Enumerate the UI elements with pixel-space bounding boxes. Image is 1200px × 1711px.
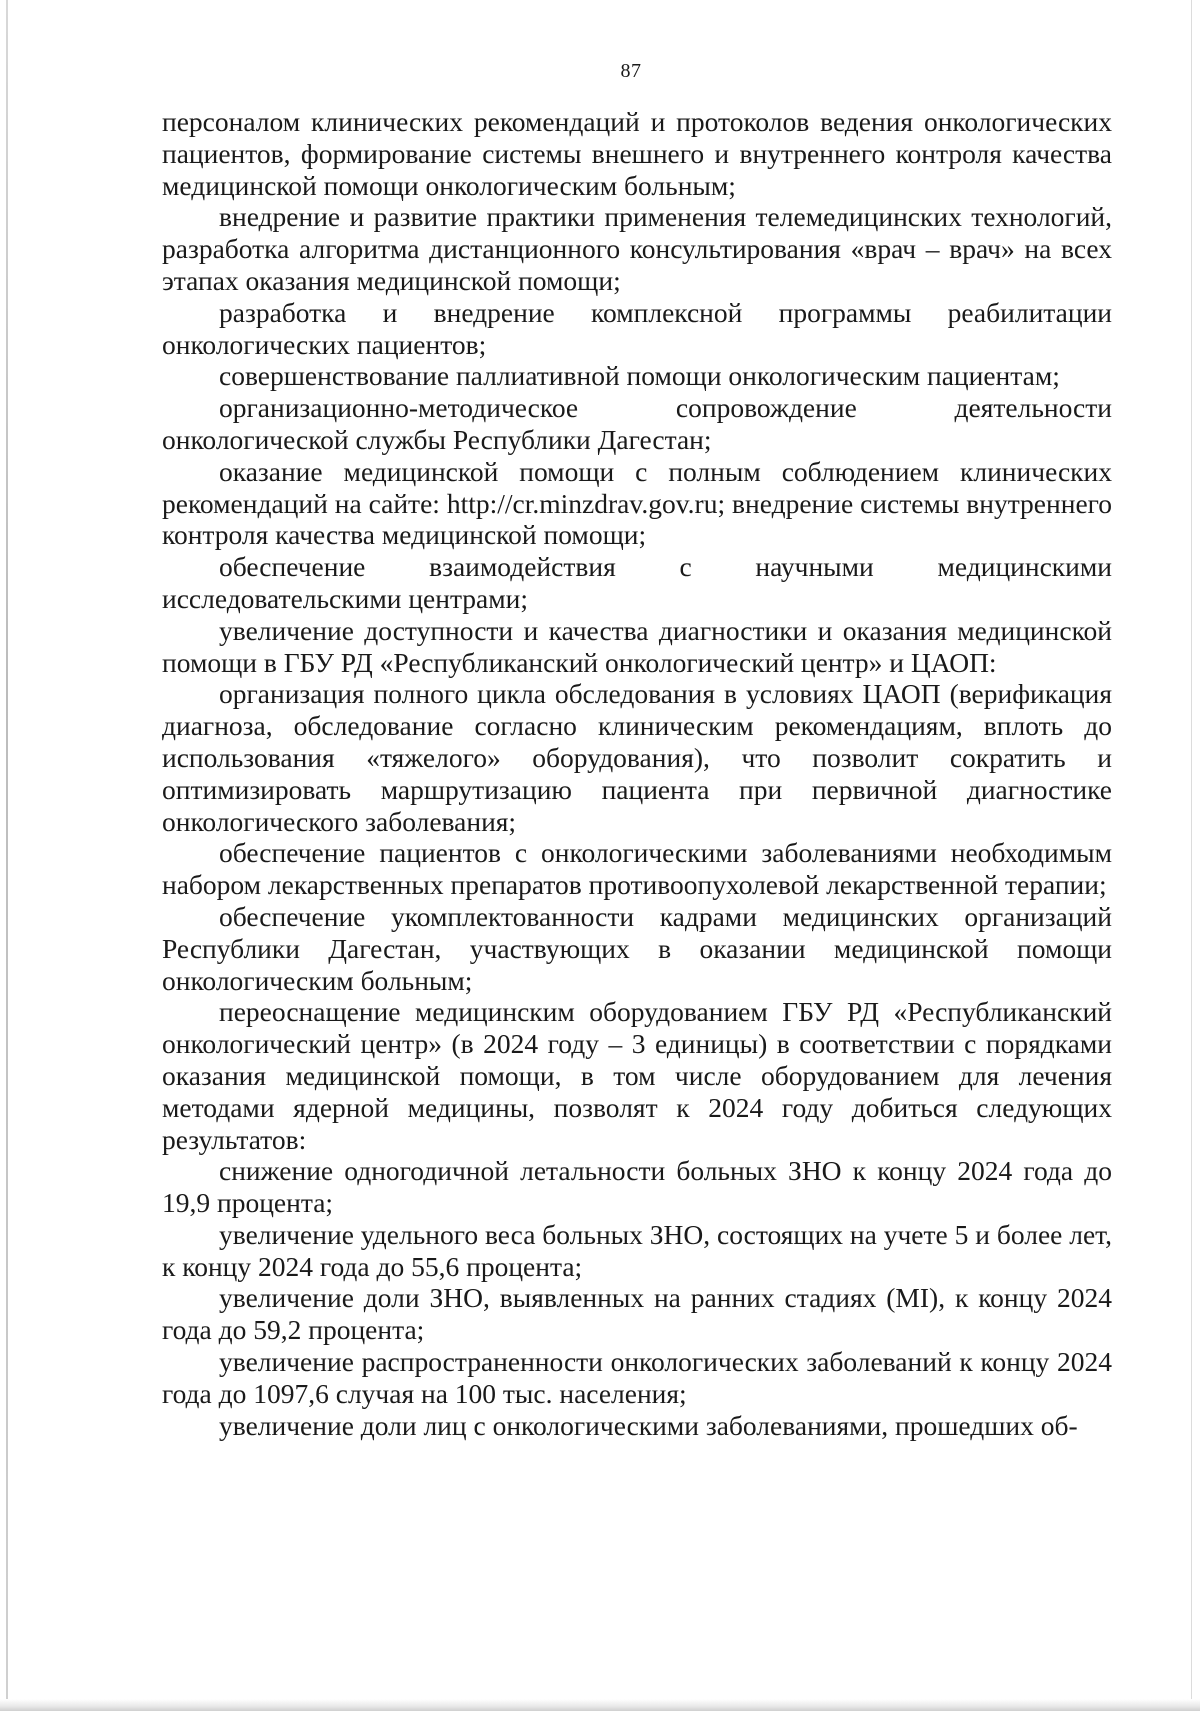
paragraph: обеспечение пациентов с онкологическими заболеваниями необходимым набором лекарственных препаратов противоопухолевой лекарственной терапии; — [162, 837, 1112, 901]
page-number: 87 — [620, 60, 642, 82]
paragraph: организация полного цикла обследования в условиях ЦАОП (верификация диагноза, обследование согласно клиническим рекомендациям, вплоть до использования «тяжелого» оборудования), что позволит сократить и оптимизировать маршрутизацию пациента при первичной диагностике онкологического заболевания; — [162, 678, 1112, 837]
paragraph: увеличение доли ЗНО, выявленных на ранних стадиях (МI), к концу 2024 года до 59,2 процента; — [162, 1282, 1112, 1346]
scan-edge-right — [1191, 0, 1192, 1711]
paragraph: оказание медицинской помощи с полным соблюдением клинических рекомендаций на сайте: http://cr.minzdrav.gov.ru; внедрение системы внутреннего контроля качества медицинской помощи; — [162, 455, 1112, 551]
paragraph: увеличение доступности и качества диагностики и оказания медицинской помощи в ГБУ РД «Республиканский онкологический центр» и ЦАОП: — [162, 614, 1112, 678]
paragraph: снижение одногодичной летальности больных ЗНО к концу 2024 года до 19,9 процента; — [162, 1155, 1112, 1219]
body-text — [162, 106, 1112, 1441]
paragraph: обеспечение укомплектованности кадрами медицинских организаций Республики Дагестан, участвующих в оказании медицинской помощи онкологическим больным; — [162, 900, 1112, 996]
paragraph: обеспечение взаимодействия с научными медицинскими исследовательскими центрами; — [162, 551, 1112, 614]
paragraph: организационно-методическое сопровождение деятельности онкологической службы Республики Дагестан; — [162, 392, 1112, 455]
scan-edge-left — [6, 0, 8, 1711]
paragraph: совершенствование паллиативной помощи онкологическим пациентам; — [219, 360, 1060, 392]
paragraph: разработка и внедрение комплексной программы реабилитации онкологических пациентов; — [162, 296, 1112, 360]
paragraph: увеличение доли лиц с онкологическими заболеваниями, прошедших об- — [219, 1409, 1078, 1441]
paragraph: персоналом клинических рекомендаций и протоколов ведения онкологических пациентов, формирование системы внешнего и внутреннего контроля качества медицинской помощи онкологическим больным; — [162, 106, 1112, 201]
paragraph: увеличение распространенности онкологических заболеваний к концу 2024 года до 1097,6 случая на 100 тыс. населения; — [162, 1346, 1112, 1409]
paragraph: внедрение и развитие практики применения телемедицинских технологий, разработка алгоритма дистанционного консультирования «врач – врач» на всех этапах оказания медицинской помощи; — [162, 201, 1112, 296]
paragraph: увеличение удельного веса больных ЗНО, состоящих на учете 5 и более лет, к концу 2024 года до 55,6 процента; — [162, 1218, 1112, 1282]
scan-bottom-edge — [0, 1699, 1200, 1711]
paragraph: переоснащение медицинским оборудованием ГБУ РД «Республиканский онкологический центр» (в 2024 году – 3 единицы) в соответствии с порядками оказания медицинской помощи, в том числе оборудованием для лечения методами ядерной медицины, позволят к 2024 году добиться следующих результатов: — [162, 996, 1112, 1155]
